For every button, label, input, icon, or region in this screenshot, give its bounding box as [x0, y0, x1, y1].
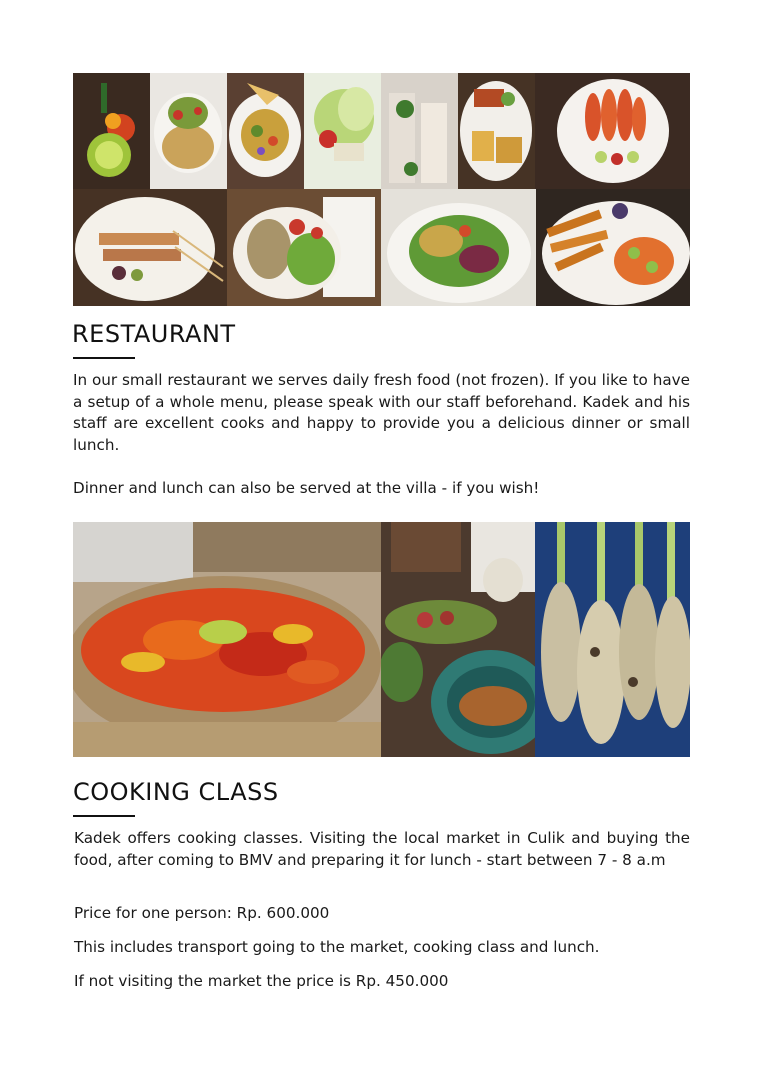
- salad-plate-photo: [227, 73, 304, 189]
- restaurant-villa-note: Dinner and lunch can also be served at the villa - if you wish!: [73, 479, 540, 497]
- prawns-plate-photo: [535, 73, 690, 189]
- mixed-salad-photo: [227, 189, 381, 306]
- cooking-class-description: Kadek offers cooking classes. Visiting the local market in Culik and buying the food, after coming to BMV and preparing it for lunch - start between 7 - 8 a.m: [74, 829, 690, 869]
- satay-plate-photo: [73, 189, 227, 306]
- restaurant-heading: RESTAURANT: [72, 320, 236, 348]
- fries-vegetables-photo: [536, 189, 690, 306]
- cooking-class-heading: COOKING CLASS: [73, 778, 279, 806]
- lemongrass-satay-photo: [535, 522, 690, 757]
- market-ingredients-photo: [381, 522, 535, 757]
- restaurant-description: In our small restaurant we serves daily fresh food (not frozen). If you like to have a setup of a whole menu, please speak with our staff beforehand. Kadek and his staff are excellent cooks and happy to provide you a delicious dinner or small lunch.: [73, 371, 690, 454]
- lettuce-dish-photo: [304, 73, 381, 189]
- flower-garnish-photo: [73, 73, 150, 189]
- cooking-class-alt-price: If not visiting the market the price is Rp. 450.000: [74, 972, 449, 990]
- cooking-photo-collage: [73, 522, 690, 757]
- cooking-class-heading-underline: [73, 815, 135, 817]
- restaurant-heading-underline: [73, 357, 135, 359]
- noodle-salad-photo: [150, 73, 227, 189]
- cooking-class-price: Price for one person: Rp. 600.000: [74, 904, 330, 922]
- herb-roll-photo: [381, 73, 458, 189]
- green-salad-photo: [381, 189, 536, 306]
- fish-fries-photo: [458, 73, 535, 189]
- restaurant-photo-collage: [73, 73, 690, 306]
- chili-basket-photo: [73, 522, 381, 757]
- cooking-class-includes: This includes transport going to the market, cooking class and lunch.: [74, 938, 600, 956]
